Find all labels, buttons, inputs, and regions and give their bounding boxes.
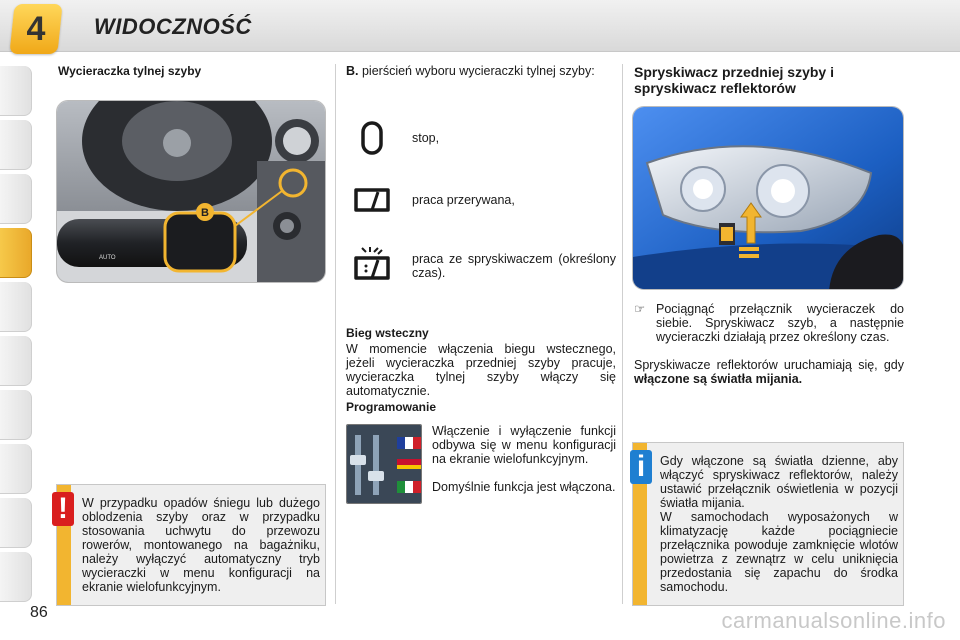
thumb-tab-9[interactable] [0,498,32,548]
chapter-title: WIDOCZNOŚĆ [94,14,252,39]
page-number: 86 [30,604,48,621]
column-divider-right [622,64,623,604]
mode-row-stop [352,118,616,158]
thumb-tab-8[interactable] [0,444,32,494]
multifunction-screen-image [346,424,422,504]
warning-icon: ! [52,492,74,526]
thumb-tab-7[interactable] [0,390,32,440]
mode-label-stop: stop, [412,131,440,145]
programming-text-2: Domyślnie funkcja jest włączona. [432,480,616,494]
info-text-2: W samochodach wyposażonych w klimatyzację każde pociągniecie przełącznika powoduje zamknięcie wlotów powietrza z zewnątrz w celu uniknięcia przedostania się zapachu do środka samochodu. [660,510,898,594]
info-text-1: Gdy włączone są światła dzienne, aby włączyć spryskiwacz reflektorów, należy ustawić przełącznik oświetlenia w pozycji światła mijania. [660,454,898,510]
warning-text: W przypadku opadów śniegu lub dużego oblodzenia szyby oraz w przypadku stosowania uchwytu do przewozu rowerów, montowanego na bagażniku, należy wyłączyć automatyczny tryb wycieraczki w menu konfiguracji na ekranie wielofunkcyjnym. [82,496,320,594]
ring-b-description [346,64,616,78]
reverse-gear-text: W momencie włączenia biegu wstecznego, jeżeli wycieraczka przedniej szyby pracuje, wycieraczka tylnej szyby włączy się automatycznie. [346,342,616,398]
mode-label-intermittent: praca przerywana, [412,193,515,207]
thumb-tab-4-active[interactable] [0,228,32,278]
intermittent-wipe-icon [352,180,392,220]
thumb-tab-6[interactable] [0,336,32,386]
mode-row-intermittent [352,180,616,220]
rear-wiper-heading: Wycieraczka tylnej szyby [58,64,202,78]
headlamp-washer-plain: Spryskiwacze reflektorów uruchamiają się, gdy [634,358,904,372]
ring-b-label: B. [346,64,359,78]
thumb-tab-2[interactable] [0,120,32,170]
reverse-gear-heading: Bieg wsteczny [346,326,429,340]
chapter-number: 4 [26,10,46,48]
thumb-tab-10[interactable] [0,552,32,602]
bullet-pointer-icon: ☞ [634,302,646,316]
headlamp-washer-text [634,358,904,386]
headlamp-photo [632,106,904,290]
photo-callout-b: B [201,207,209,219]
thumb-tab-3[interactable] [0,174,32,224]
programming-text-1: Włączenie i wyłączenie funkcji odbywa się w menu konfiguracji na ekranie wielofunkcyjnym. [432,424,616,466]
mode-label-washer: praca ze spryskiwaczem (określony czas). [412,252,616,280]
thumb-tab-5[interactable] [0,282,32,332]
mode-row-washer [352,244,616,284]
column-divider-left [335,64,336,604]
stalk-auto-label: AUTO [99,255,116,261]
washer-wipe-icon [352,244,392,284]
thumb-tab-1[interactable] [0,66,32,116]
washer-heading: Spryskiwacz przedniej szyby i spryskiwacz reflektorów [634,64,834,96]
stop-icon [352,118,392,158]
ring-b-text: pierścień wyboru wycieraczki tylnej szyby: [361,64,595,78]
washer-instruction: Pociągnąć przełącznik wycieraczek do siebie. Spryskiwacz szyb, a następnie wycieraczki działają przez określony czas. [656,302,904,344]
site-watermark: carmanualsonline.info [721,608,946,633]
steering-stalk-photo [56,100,326,283]
info-icon: i [630,450,652,484]
programming-heading: Programowanie [346,400,437,414]
headlamp-washer-bold: włączone są światła mijania. [634,372,803,386]
